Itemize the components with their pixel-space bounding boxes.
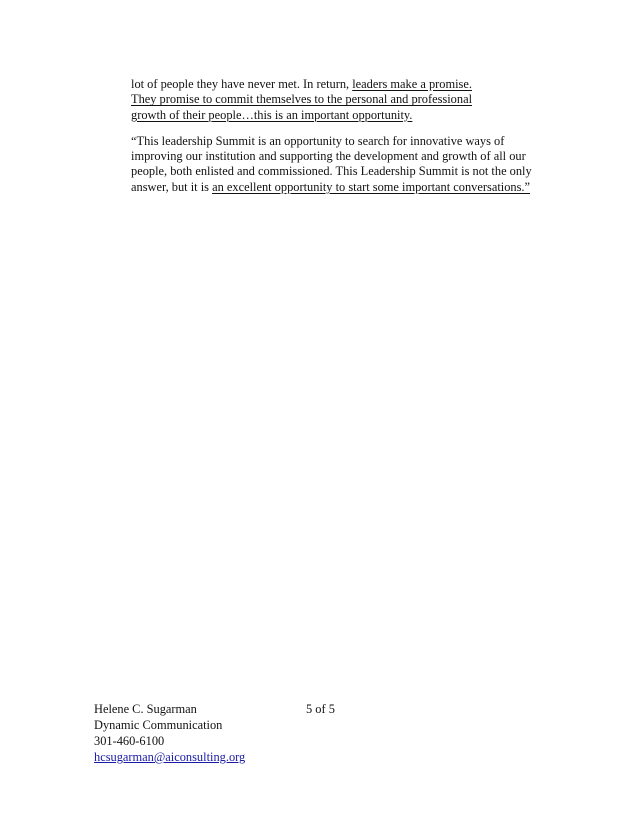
text-run: answer, but it is (131, 179, 213, 194)
author-name: Helene C. Sugarman (94, 702, 197, 716)
underlined-text: growth of their people…this is an important opportunity. (131, 107, 413, 122)
text-line: people, both enlisted and commissioned. This Leadership Summit is not the only (131, 164, 532, 179)
quote-paragraph-2 (131, 134, 551, 195)
text-line: “This leadership Summit is an opportunity to search for innovative ways of (131, 133, 505, 148)
underlined-text: an excellent opportunity to start some important conversations.” (212, 179, 531, 194)
text-line: improving our institution and supporting the development and growth of all our (131, 149, 526, 164)
quote-paragraph-1 (131, 77, 551, 123)
company-name: Dynamic Communication (94, 718, 223, 732)
underlined-text: leaders make a promise. (352, 77, 472, 91)
body-text (131, 77, 551, 206)
underlined-text: They promise to commit themselves to the personal and professional (131, 92, 473, 107)
email-link[interactable]: hcsugarman@aiconsulting.org (94, 750, 246, 764)
page-number: 5 of 5 (306, 702, 335, 716)
phone-number: 301-460-6100 (94, 734, 165, 748)
text-line (131, 180, 551, 195)
text-line (131, 77, 551, 92)
text-run: lot of people they have never met. In return, (131, 77, 353, 91)
